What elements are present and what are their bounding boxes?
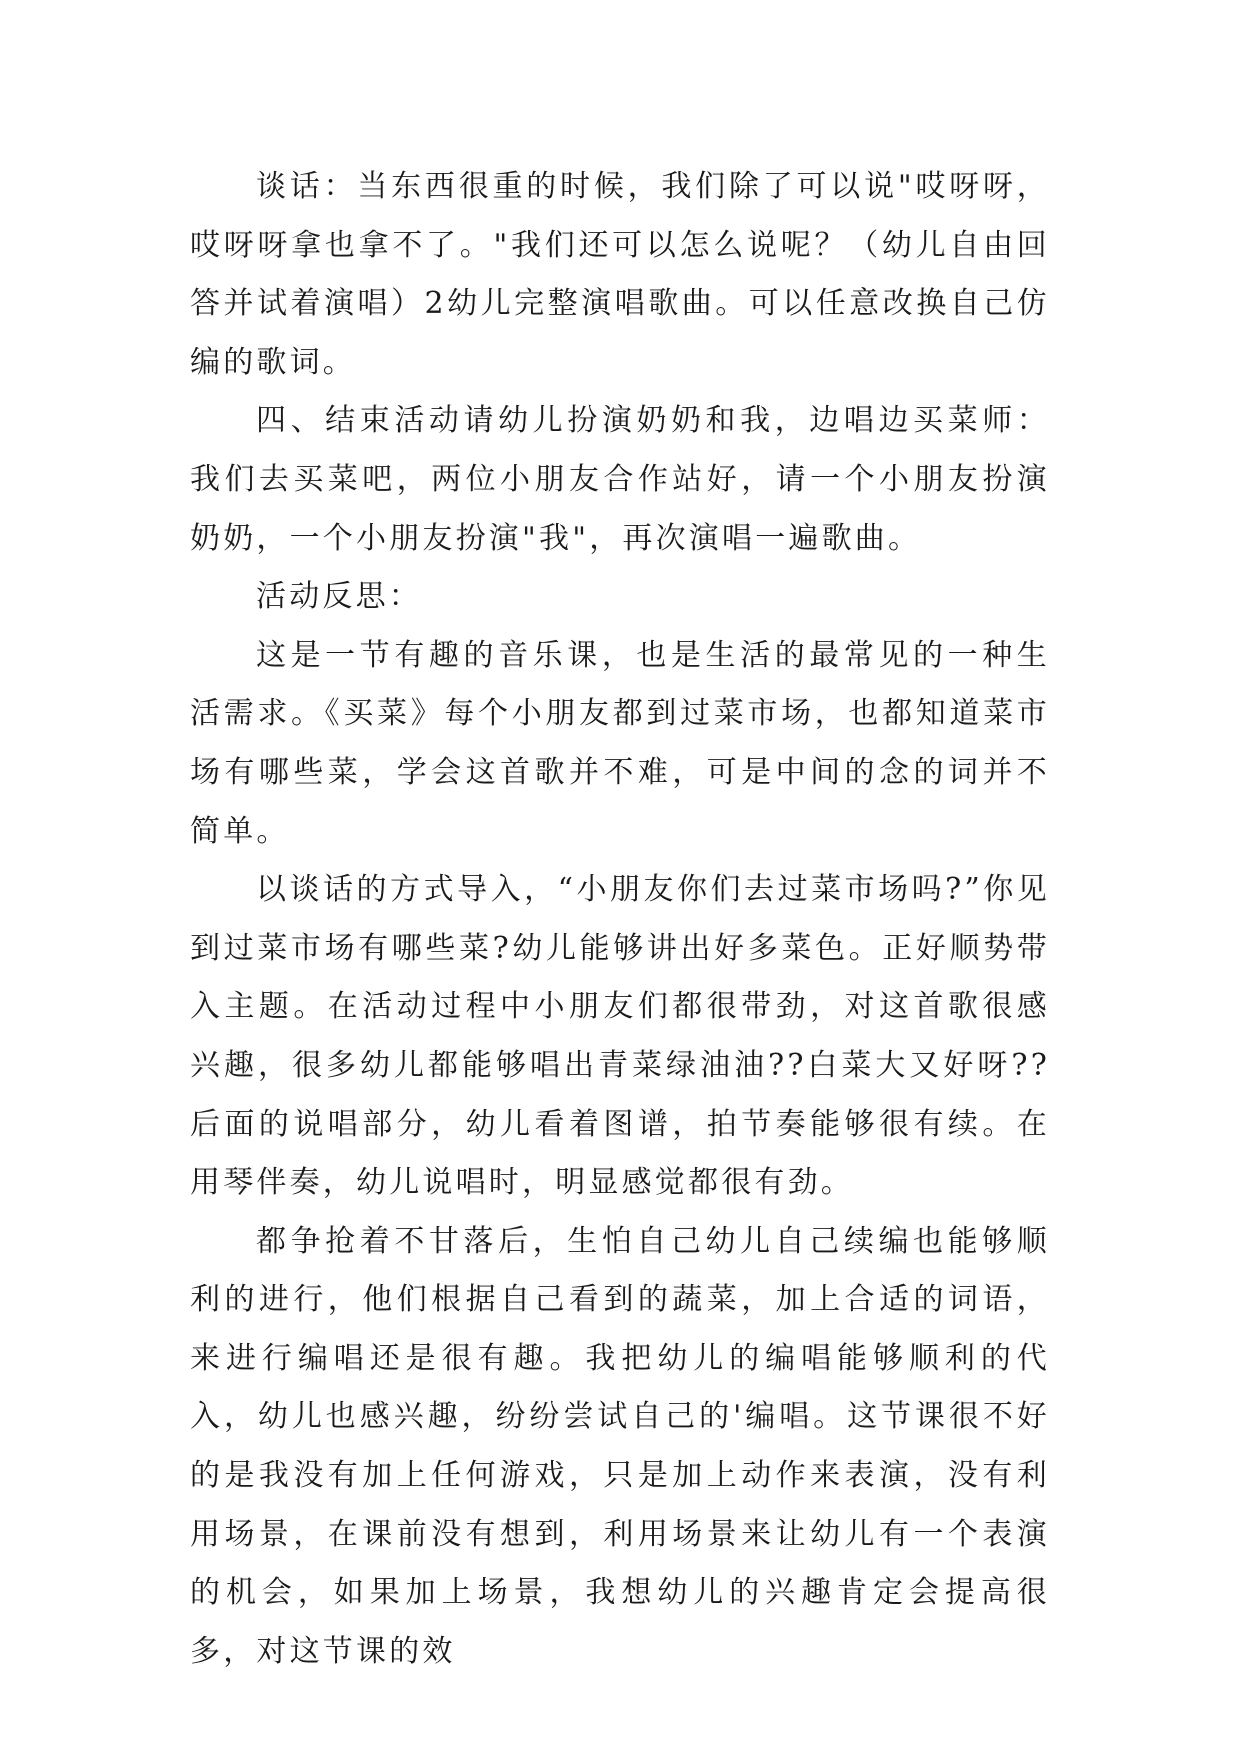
paragraph-reflection-improvement: 都争抢着不甘落后，生怕自己幼儿自己续编也能够顺利的进行，他们根据自己看到的蔬菜，加上合适的词语，来进行编唱还是很有趣。我把幼儿的编唱能够顺利的代入，幼儿也感兴趣，纷纷尝试自己的'编唱。这节课很不好的是我没有加上任何游戏，只是加上动作来表演，没有利用场景，在课前没有想到，利用场景来让幼儿有一个表演的机会，如果加上场景，我想幼儿的兴趣肯定会提高很多，对这节课的效 — [190, 1223, 1050, 1669]
paragraph-reflection-lead-in: 以谈话的方式导入，“小朋友你们去过菜市场吗?”你见到过菜市场有哪些菜?幼儿能够讲出好多菜色。正好顺势带入主题。在活动过程中小朋友们都很带劲，对这首歌很感兴趣，很多幼儿都能够唱出青菜绿油油??白菜大又好呀??后面的说唱部分，幼儿看着图谱，拍节奏能够很有续。在用琴伴奏，幼儿说唱时，明显感觉都很有劲。 — [190, 872, 1050, 1201]
paragraph-talk: 谈话：当东西很重的时候，我们除了可以说"哎呀呀，哎呀呀拿也拿不了。"我们还可以怎么说呢？（幼儿自由回答并试着演唱）2幼儿完整演唱歌曲。可以任意改换自己仿编的歌词。 — [190, 169, 1050, 380]
paragraph-end-activity: 四、结束活动请幼儿扮演奶奶和我，边唱边买菜师：我们去买菜吧，两位小朋友合作站好，请一个小朋友扮演奶奶，一个小朋友扮演"我"，再次演唱一遍歌曲。 — [190, 403, 1050, 556]
document-body — [190, 158, 1050, 1681]
paragraph-reflection-heading: 活动反思： — [256, 579, 422, 615]
paragraph-reflection-intro: 这是一节有趣的音乐课，也是生活的最常见的一种生活需求。《买菜》每个小朋友都到过菜市场，也都知道菜市场有哪些菜，学会这首歌并不难，可是中间的念的词并不简单。 — [190, 637, 1050, 849]
